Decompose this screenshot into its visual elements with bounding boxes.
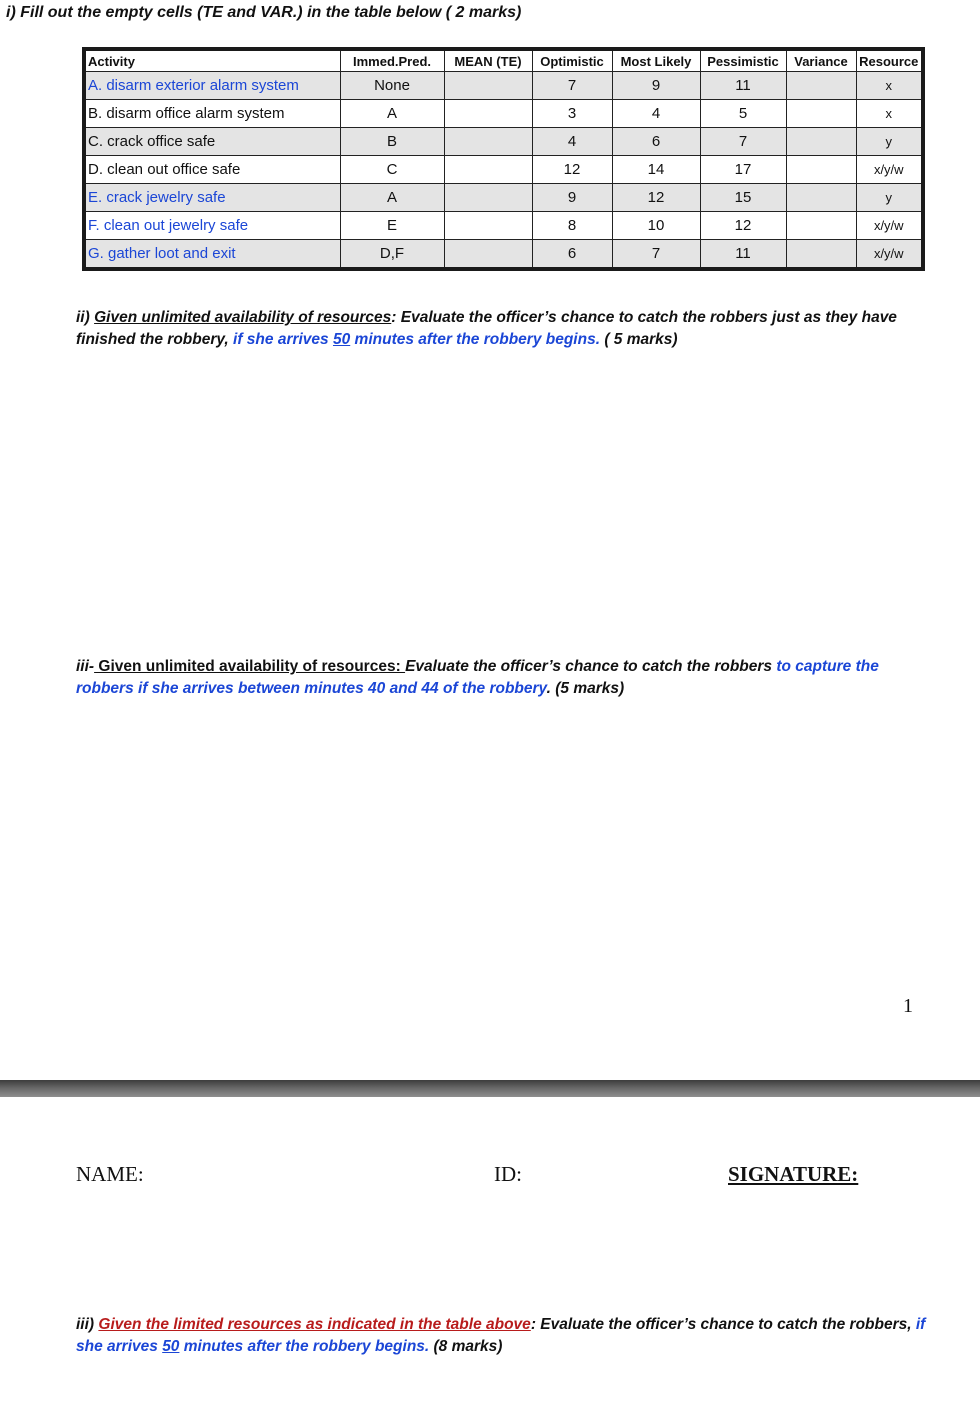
header-pessimistic: Pessimistic (700, 49, 786, 72)
cell-pessimistic: 11 (700, 72, 786, 100)
question-3 (76, 656, 936, 700)
table-row (84, 184, 923, 212)
header-variance: Variance (786, 49, 856, 72)
cell-resource: y (856, 184, 923, 212)
q4-label: iii) (76, 1316, 99, 1333)
cell-variance[interactable] (786, 240, 856, 270)
q3-body: Evaluate the officer’s chance to catch the robbers (405, 658, 777, 675)
q3-period: . (546, 680, 551, 697)
table-row (84, 212, 923, 240)
cell-mean-te[interactable] (444, 212, 532, 240)
q4-blue-post: minutes after the robbery begins. (179, 1338, 430, 1355)
cell-activity: C. crack office safe (84, 128, 340, 156)
cell-immed-pred: None (340, 72, 444, 100)
q4-number: 50 (162, 1338, 180, 1355)
cell-most-likely: 9 (612, 72, 700, 100)
cell-most-likely: 7 (612, 240, 700, 270)
cell-resource: x/y/w (856, 156, 923, 184)
cell-activity: B. disarm office alarm system (84, 100, 340, 128)
table-row (84, 156, 923, 184)
cell-mean-te[interactable] (444, 184, 532, 212)
cell-variance[interactable] (786, 128, 856, 156)
signature-label: SIGNATURE: (728, 1162, 859, 1186)
q3-marks: (5 marks) (550, 680, 625, 697)
page-number: 1 (903, 995, 913, 1017)
cell-resource: x (856, 72, 923, 100)
cell-most-likely: 12 (612, 184, 700, 212)
cell-pessimistic: 15 (700, 184, 786, 212)
table-row (84, 240, 923, 270)
q2-blue-pre: if she arrives (233, 331, 333, 348)
cell-most-likely: 14 (612, 156, 700, 184)
question-2 (76, 307, 936, 351)
q2-colon: : (391, 309, 401, 326)
cell-immed-pred: C (340, 156, 444, 184)
header-immed-pred: Immed.Pred. (340, 49, 444, 72)
cell-activity: E. crack jewelry safe (84, 184, 340, 212)
q3-label: iii- (76, 658, 95, 675)
id-label: ID: (494, 1162, 522, 1186)
cell-pessimistic: 17 (700, 156, 786, 184)
cell-immed-pred: D,F (340, 240, 444, 270)
q2-marks: ( 5 marks) (600, 331, 678, 348)
cell-optimistic: 9 (532, 184, 612, 212)
cell-variance[interactable] (786, 212, 856, 240)
q3-blue-text: to capture the robbers if she arrives between minutes 40 and 44 of the robbery (76, 658, 879, 697)
q2-blue-post: minutes after the robbery begins. (350, 331, 601, 348)
header-mean-te: MEAN (TE) (444, 49, 532, 72)
activity-table (82, 47, 925, 271)
question-4 (76, 1314, 956, 1358)
q3-heading: Given unlimited availability of resources: (94, 658, 406, 675)
cell-immed-pred: B (340, 128, 444, 156)
cell-activity: F. clean out jewelry safe (84, 212, 340, 240)
cell-variance[interactable] (786, 184, 856, 212)
q4-marks: (8 marks) (429, 1338, 503, 1355)
cell-variance[interactable] (786, 100, 856, 128)
cell-most-likely: 10 (612, 212, 700, 240)
page-separator-bar (0, 1080, 980, 1097)
cell-immed-pred: A (340, 184, 444, 212)
cell-resource: x (856, 100, 923, 128)
q4-blue-pre: if she arrives (76, 1316, 926, 1355)
cell-most-likely: 6 (612, 128, 700, 156)
cell-pessimistic: 11 (700, 240, 786, 270)
cell-activity: D. clean out office safe (84, 156, 340, 184)
cell-immed-pred: E (340, 212, 444, 240)
q2-label: ii) (76, 309, 95, 326)
cell-pessimistic: 7 (700, 128, 786, 156)
header-activity: Activity (84, 49, 340, 72)
header-resource: Resource (856, 49, 923, 72)
q4-body: Evaluate the officer’s chance to catch the robbers, (540, 1316, 916, 1333)
cell-pessimistic: 12 (700, 212, 786, 240)
table-header-row (84, 49, 923, 72)
cell-activity: G. gather loot and exit (84, 240, 340, 270)
cell-optimistic: 4 (532, 128, 612, 156)
cell-optimistic: 7 (532, 72, 612, 100)
header-most-likely: Most Likely (612, 49, 700, 72)
q4-red-heading: Given the limited resources as indicated in the table above (98, 1316, 531, 1333)
cell-variance[interactable] (786, 156, 856, 184)
q4-colon: : (530, 1316, 541, 1333)
cell-optimistic: 8 (532, 212, 612, 240)
table-row (84, 72, 923, 100)
cell-mean-te[interactable] (444, 72, 532, 100)
table-row (84, 100, 923, 128)
cell-mean-te[interactable] (444, 128, 532, 156)
cell-optimistic: 3 (532, 100, 612, 128)
cell-optimistic: 6 (532, 240, 612, 270)
q2-body: Evaluate the officer’s chance to catch the robbers just as they have finished the robbery, (76, 309, 897, 348)
table-row (84, 128, 923, 156)
cell-mean-te[interactable] (444, 156, 532, 184)
cell-activity: A. disarm exterior alarm system (84, 72, 340, 100)
cell-resource: x/y/w (856, 212, 923, 240)
name-label: NAME: (76, 1162, 144, 1186)
cell-variance[interactable] (786, 72, 856, 100)
q2-heading: Given unlimited availability of resources (94, 309, 392, 326)
cell-resource: y (856, 128, 923, 156)
question-1: i) Fill out the empty cells (TE and VAR.) in the table below ( 2 marks) (6, 4, 522, 21)
cell-optimistic: 12 (532, 156, 612, 184)
cell-resource: x/y/w (856, 240, 923, 270)
cell-immed-pred: A (340, 100, 444, 128)
q2-number: 50 (332, 331, 351, 348)
header-optimistic: Optimistic (532, 49, 612, 72)
cell-mean-te[interactable] (444, 240, 532, 270)
cell-most-likely: 4 (612, 100, 700, 128)
cell-pessimistic: 5 (700, 100, 786, 128)
cell-mean-te[interactable] (444, 100, 532, 128)
